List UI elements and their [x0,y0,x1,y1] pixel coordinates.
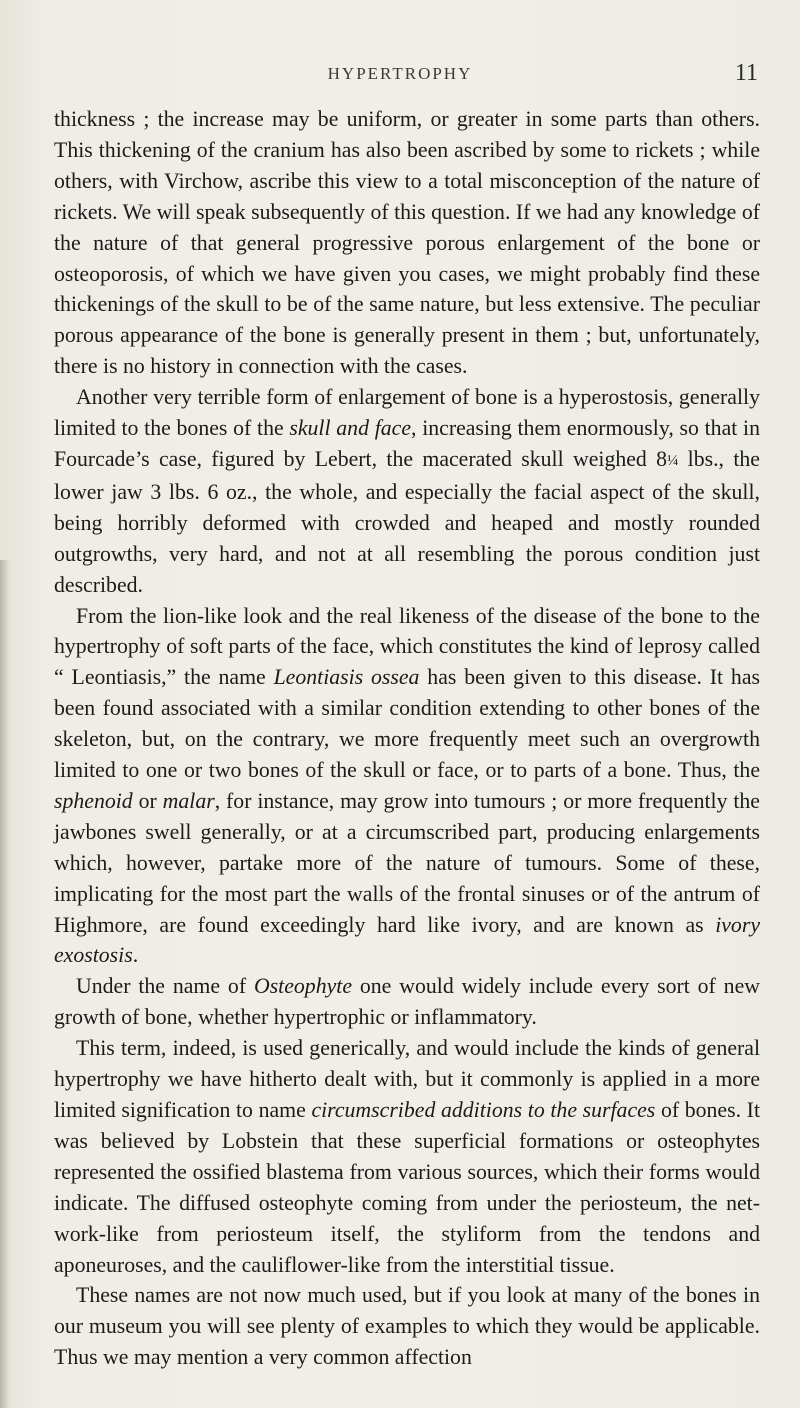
italic-term: skull and face [289,416,412,441]
text-run: This term, indeed, is used generically, and would include the kinds of general hypertrophy we have hitherto dealt with, but it commonly is applied in a more limited signification to name [54,1036,760,1122]
italic-term: ivory exostosis [54,912,760,968]
page-number: 11 [734,60,758,86]
paragraph [54,601,760,972]
page-header [0,60,800,94]
paragraph [54,971,760,1033]
text-run: has been given to this disease. It has been found associated with a similar condition extending to other bones of the skeleton, but, on the contrary, we more frequently meet such an overgrowth limited to one or two bones of the skull or face, or to parts of a bone. Thus, the [54,665,760,783]
body-text [54,104,760,1373]
text-run: , increasing them enormously, so that in Fourcade’s case, figured by Lebert, the macerated skull weighed 8 [54,416,760,471]
text-run: . [132,943,139,968]
page-binding-shadow [0,560,10,1408]
italic-term: malar [162,788,215,813]
text-run: These names are not now much used, but if you look at many of the bones in our museum you will see plenty of examples to which they would be applicable. Thus we may mention a very common affection [54,1283,760,1370]
text-run: , for instance, may grow into tumours ; or more frequently the jawbones swell generally, or at a circumscribed part, producing enlargements which, however, partake more of the nature of tumours. Some of these, implicating for the most part the walls of the frontal sinuses or of the antrum of Highmore, are found exceedingly hard like ivory, and are known as [54,788,760,937]
text-run: lbs., the lower jaw 3 lbs. 6 oz., the whole, and especially the facial aspect of the skull, being horribly deformed with crowded and heaped and mostly rounded outgrowths, very hard, and not at all resembling the porous condition just described. [54,446,760,597]
text-run: Under the name of [76,974,254,999]
italic-term: Osteophyte [253,974,353,999]
italic-term: circumscribed additions to the surfaces [311,1098,656,1122]
running-head: HYPERTROPHY [327,64,473,83]
text-run: From the lion-like look and the real likeness of the disease of the bone to the hypertrophy of soft parts of the face, which constitutes the kind of leprosy called “ Leontiasis,” the name [54,603,760,690]
text-run: of bones. It was believed by Lobstein that these superficial formations or osteophytes represented the ossified blastema from various sources, which their forms would indicate. The diffused osteophyte coming from under the periosteum, the net-work-like from periosteum itself, the styliform from the tendons and aponeuroses, and the cauliflower-like from the interstitial tissue. [54,1098,761,1277]
paragraph [54,1280,760,1373]
paragraph [54,382,760,600]
text-run: or [132,788,163,813]
italic-term: sphenoid [54,788,133,813]
paragraph [54,104,760,382]
fraction: ¼ [667,452,679,469]
italic-term: Leontiasis ossea [273,665,420,690]
paragraph [54,1033,760,1280]
text-run: one would widely include every sort of new growth of bone, whether hypertrophic or inflammatory. [54,974,760,1030]
text-run: thickness ; the increase may be uniform, or greater in some parts than others. This thickening of the cranium has also been ascribed by some to rickets ; while others, with Virchow, ascribe this view to a total misconception of the nature of rickets. We will speak subsequently of this question. If we had any knowledge of the nature of that general progressive porous enlargement of the bone or osteoporosis, of which we have given you cases, we might probably find these thickenings of the skull to be of the same nature, but less extensive. The peculiar porous appearance of the bone is generally present in them ; but, unfortunately, there is no history in connection with the cases. [54,107,760,379]
text-run: Another very terrible form of enlargement of bone is a hyperostosis, generally limited to the bones of the [54,385,760,441]
